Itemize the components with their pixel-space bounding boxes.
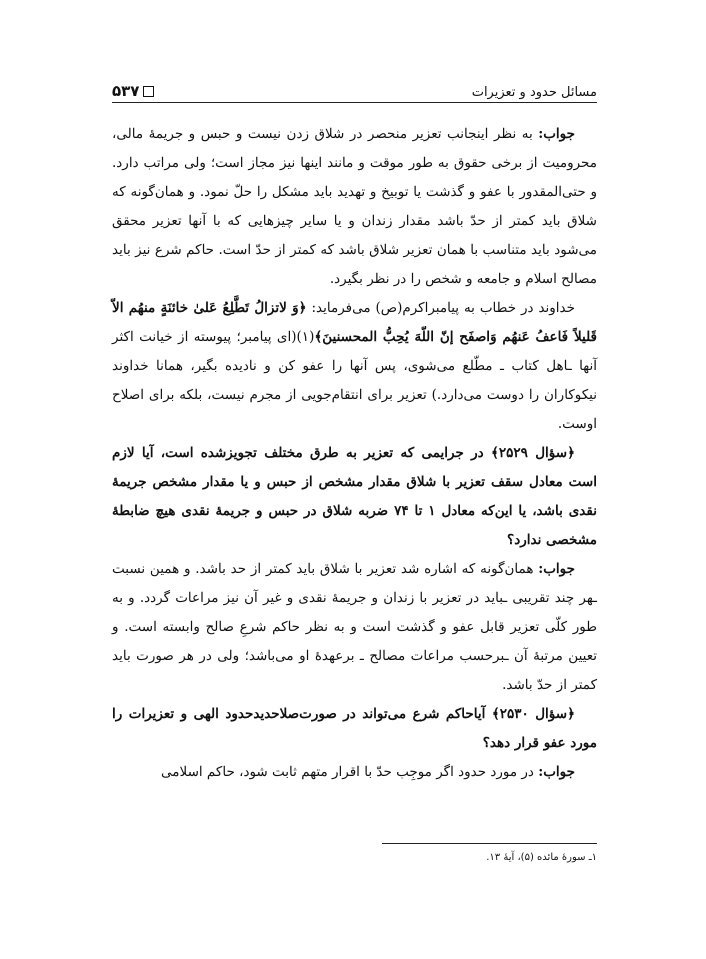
footnote-divider <box>382 843 597 844</box>
page-number: ۵۳۷ <box>112 82 140 100</box>
page-header <box>112 78 597 100</box>
question-text: در جرايمى كه تعزير به طرق مختلف تجويزشده است، آيا لازم است معادل سقف تعزير با شلاق مقدار مشخص از حبس و يا مقدار مشخص جريمهٔ نقدى باشد، يا اين‌كه معادل ۱ تا ۷۴ ضربه شلاق در حبس و جريمهٔ نقدى هيچ ضابطهٔ مشخصى ندارد؟ <box>112 445 597 548</box>
question-number: ﴿سؤال ۲۵۲۹﴾ <box>490 445 575 461</box>
answer-text: در مورد حدود اگر موجِب حدّ با اقرار متهم ثابت شود، حاكم اسلامى <box>161 764 539 780</box>
footnote: ۱ـ سورهٔ مائده (۵)، آيهٔ ۱۳. <box>486 852 597 863</box>
question-2529 <box>112 439 597 555</box>
question-number: ﴿سؤال ۲۵۳۰﴾ <box>491 706 575 722</box>
answer-paragraph-1 <box>112 120 597 294</box>
page-number-group <box>112 82 154 100</box>
header-divider <box>112 102 597 103</box>
question-2530 <box>112 700 597 758</box>
answer-label: جواب: <box>538 561 575 577</box>
quran-verse: ﴿وَ لاتزالُ تَطَّلِعُ عَلىٰ خائنَةٍ منهُم الاّ قَليلاً فَاعفُ عَنهُم وَاصفَح إنّ اللّهَ يُحِبُّ المحسنينَ﴾ <box>112 300 597 345</box>
question-text: آياحاكم شرع مى‌تواند در صورت‌صلاحديدحدود الهى و تعزيرات را مورد عفو قرار دهد؟ <box>112 706 597 751</box>
running-title: مسائل حدود و تعزيرات <box>471 85 597 100</box>
answer-label: جواب: <box>538 764 575 780</box>
answer-text: همان‌گونه كه اشاره شد تعزير با شلاق بايد كمتر از حد باشد. و همين نسبت ـهر چند تقريبى ـبايد در تعزير با زندان و جريمهٔ نقدى و غير آن نيز مراعات گردد. و به طور كلّى تعزير قابل عفو و گذشت است و به نظر حاكم شرعِ صالح وابسته است. و تعيين مرتبهٔ آن ـبرحسب مراعات مصالح ـ برعهدهٔ او مى‌باشد؛ ولى در هر صورت بايد كمتر از حدّ باشد. <box>112 561 597 693</box>
square-ornament-icon <box>143 86 154 97</box>
answer-text: به نظر اينجانب تعزير منحصر در شلاق زدن نيست و حبس و جريمهٔ مالى، محروميت از برخى حقوق به طور موقت و مانند اينها نيز مجاز است؛ ولى مراتب دارد. و حتى‌المقدور با عفو و گذشت يا توبيخ و تهديد بايد مشكل را حلّ نمود. و همان‌گونه كه شلاق بايد كمتر از حدّ باشد مقدار زندان و يا ساير چيزهايى كه با آنها تعزير محقق مى‌شود بايد متناسب با همان تعزير شلاق باشد كه كمتر از حدّ است. حاكم شرع نيز بايد مصالح اسلام و جامعه و شخص را در نظر بگيرد. <box>112 126 597 287</box>
answer-label: جواب: <box>538 126 575 142</box>
answer-paragraph-3 <box>112 758 597 787</box>
quote-intro: خداوند در خطاب به پيامبراكرم(ص) مى‌فرمايد: <box>306 300 575 316</box>
answer-paragraph-2 <box>112 555 597 700</box>
page-body <box>112 120 597 787</box>
verse-translation: (۱)(اى پيامبر؛ پيوسته از خيانت اكثر آنها ـاهل كتاب ـ مطّلع مى‌شوى، پس آنها را عفو كن و ناديده بگير، همانا خداوند نيكوكاران را دوست مى‌دارد.) تعزير براى انتقام‌جويى از مجرم نيست، بلكه براى اصلاح اوست. <box>112 329 597 432</box>
quran-paragraph <box>112 294 597 439</box>
